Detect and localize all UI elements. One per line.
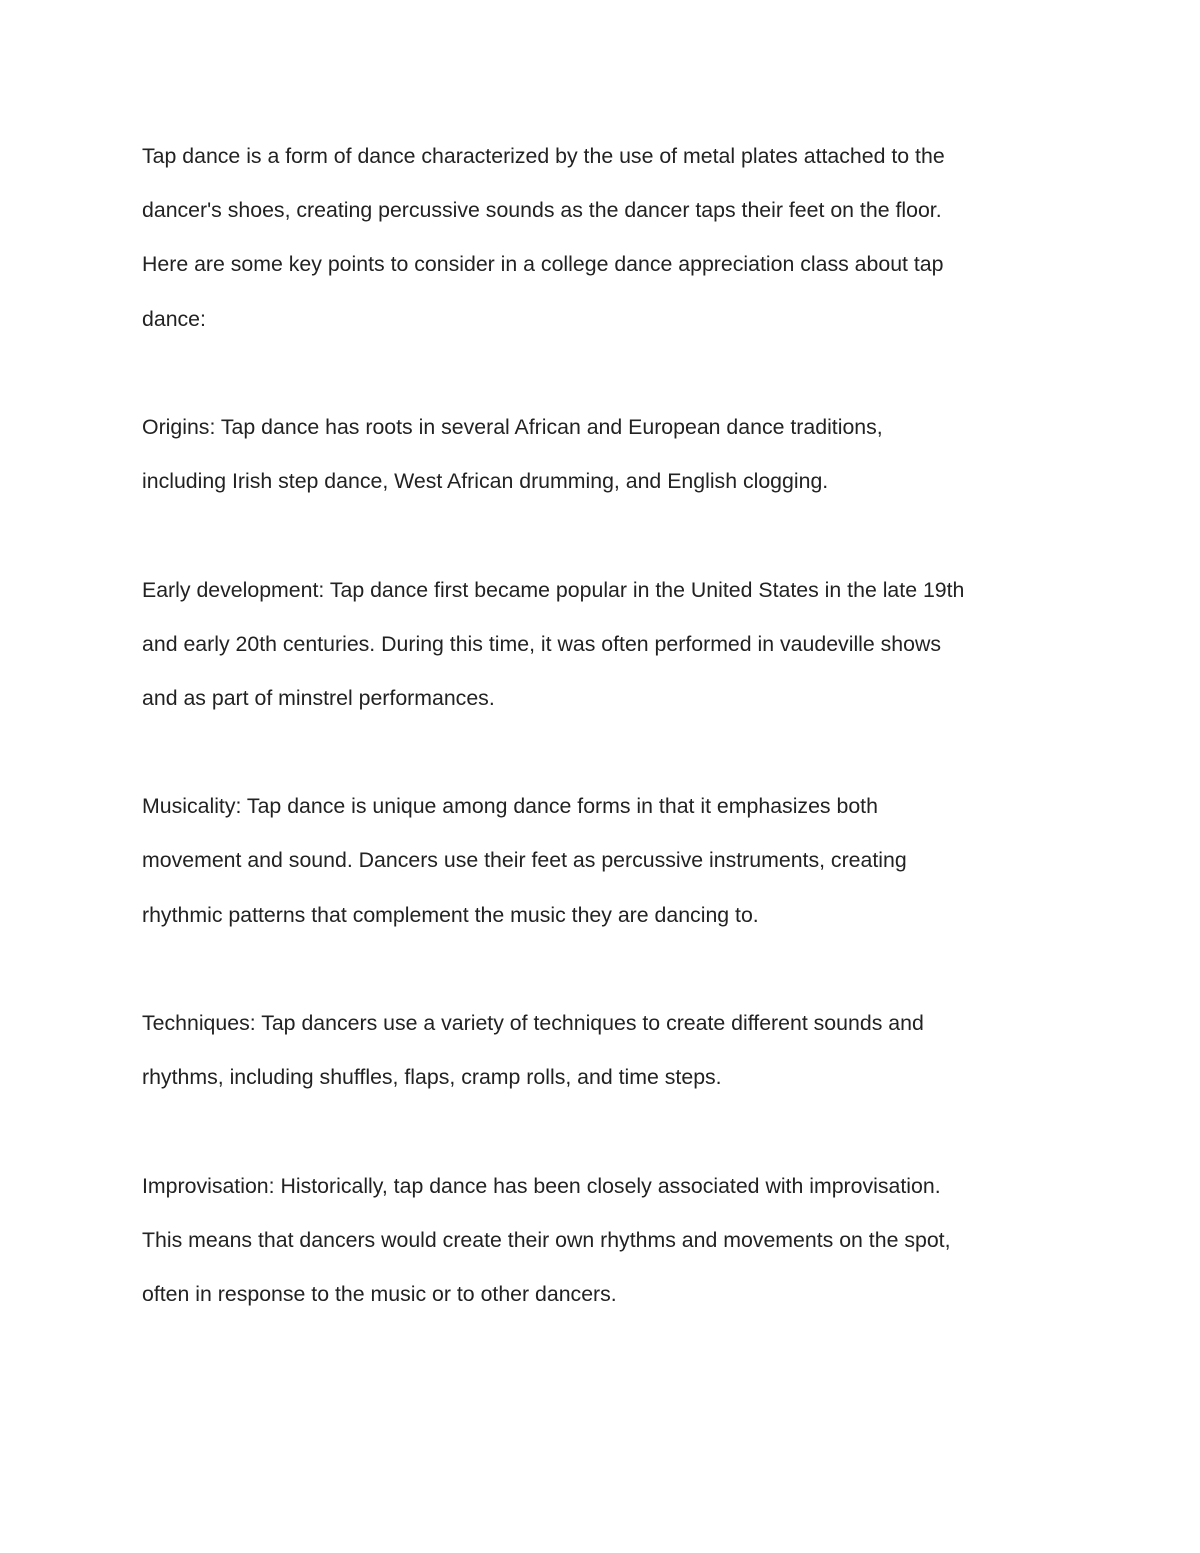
text-line: rhythmic patterns that complement the music they are dancing to. xyxy=(142,902,759,927)
text-line: Techniques: Tap dancers use a variety of techniques to create different sounds and xyxy=(142,1011,924,1035)
text-line: often in response to the music or to other dancers. xyxy=(142,1281,617,1306)
text-line: Origins: Tap dance has roots in several African and European dance traditions, xyxy=(142,414,883,439)
document-body xyxy=(142,129,1072,1375)
paragraph-musicality xyxy=(142,779,1072,942)
paragraph-intro xyxy=(142,129,1072,346)
text-line: rhythms, including shuffles, flaps, cramp rolls, and time steps. xyxy=(142,1065,722,1090)
text-line: This means that dancers would create their own rhythms and movements on the spot, xyxy=(142,1227,951,1252)
text-line: Improvisation: Historically, tap dance has been closely associated with improvisation. xyxy=(142,1173,941,1198)
text-line: Early development: Tap dance first became popular in the United States in the late 19th xyxy=(142,577,965,602)
text-line: Musicality: Tap dance is unique among dance forms in that it emphasizes both xyxy=(142,794,878,819)
text-line: dance: xyxy=(142,306,206,331)
text-line: Tap dance is a form of dance characterized by the use of metal plates attached to the xyxy=(142,144,945,168)
text-line: including Irish step dance, West African drumming, and English clogging. xyxy=(142,469,829,494)
text-line: and as part of minstrel performances. xyxy=(142,685,495,710)
paragraph-origins xyxy=(142,400,1072,508)
text-line: movement and sound. Dancers use their feet as percussive instruments, creating xyxy=(142,848,907,873)
text-line: and early 20th centuries. During this time, it was often performed in vaudeville shows xyxy=(142,631,942,656)
paragraph-early-development xyxy=(142,563,1072,726)
paragraph-techniques xyxy=(142,996,1072,1104)
text-line: dancer's shoes, creating percussive sounds as the dancer taps their feet on the floor. xyxy=(142,198,942,223)
paragraph-improvisation xyxy=(142,1159,1072,1322)
text-line: Here are some key points to consider in a college dance appreciation class about tap xyxy=(142,252,944,277)
